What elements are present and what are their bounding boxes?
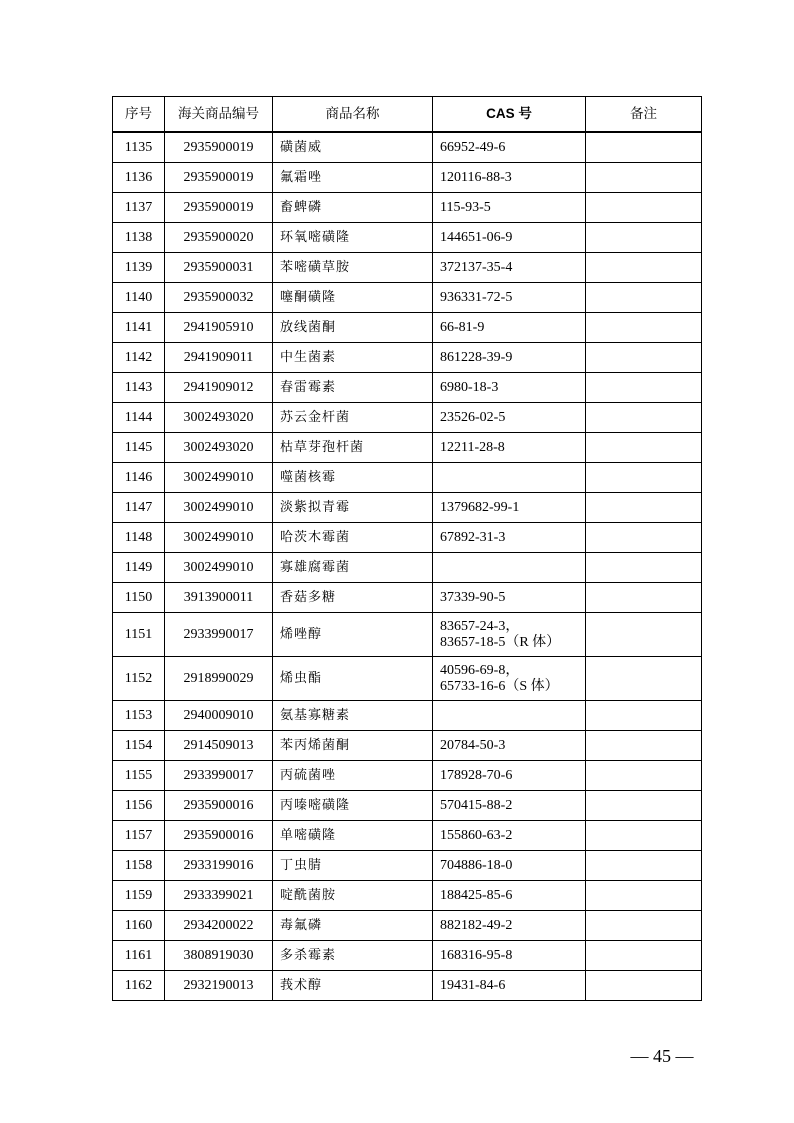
cell-serial-number: 1135 (113, 132, 165, 163)
cell-customs-code: 3808919030 (165, 941, 273, 971)
cell-customs-code: 2933399021 (165, 881, 273, 911)
cell-product-name: 苏云金杆菌 (273, 403, 433, 433)
cell-remarks (586, 941, 702, 971)
cell-remarks (586, 132, 702, 163)
cell-product-name: 单嘧磺隆 (273, 821, 433, 851)
cell-product-name: 多杀霉素 (273, 941, 433, 971)
cell-product-name: 春雷霉素 (273, 373, 433, 403)
table-row (113, 163, 702, 193)
cell-cas-number (433, 971, 586, 1001)
table-row (113, 343, 702, 373)
table-row (113, 971, 702, 1001)
cas-number-line: 704886-18-0 (440, 857, 513, 873)
cell-customs-code: 2935900019 (165, 163, 273, 193)
cell-cas-number (433, 433, 586, 463)
cas-number-line: 12211-28-8 (440, 439, 505, 455)
table-row (113, 553, 702, 583)
cell-cas-number (433, 553, 586, 583)
table-row (113, 613, 702, 657)
cas-number-line: 6980-18-3 (440, 379, 499, 395)
cas-number-line: 83657-24-3， (440, 618, 520, 634)
cell-remarks (586, 373, 702, 403)
cell-customs-code: 2935900020 (165, 223, 273, 253)
cas-number-line: 188425-85-6 (440, 887, 513, 903)
cell-cas-number (433, 373, 586, 403)
cell-product-name: 氨基寡糖素 (273, 701, 433, 731)
table-row (113, 821, 702, 851)
cell-customs-code: 2914509013 (165, 731, 273, 761)
cell-remarks (586, 493, 702, 523)
cell-remarks (586, 283, 702, 313)
cell-customs-code: 2932190013 (165, 971, 273, 1001)
header-serial-number: 序号 (113, 97, 165, 133)
cell-remarks (586, 403, 702, 433)
cell-cas-number (433, 881, 586, 911)
cell-product-name: 烯虫酯 (273, 657, 433, 701)
cas-number-line: 20784-50-3 (440, 737, 506, 753)
cell-product-name: 苯嘧磺草胺 (273, 253, 433, 283)
cell-customs-code: 2935900019 (165, 193, 273, 223)
cell-product-name: 寡雄腐霉菌 (273, 553, 433, 583)
cell-cas-number (433, 163, 586, 193)
cell-customs-code: 2933990017 (165, 613, 273, 657)
cell-cas-number (433, 343, 586, 373)
product-table (112, 96, 702, 1001)
cell-serial-number: 1156 (113, 791, 165, 821)
cell-product-name: 磺菌威 (273, 132, 433, 163)
cell-remarks (586, 193, 702, 223)
cell-customs-code: 3913900011 (165, 583, 273, 613)
cell-customs-code: 3002499010 (165, 553, 273, 583)
cell-product-name: 放线菌酮 (273, 313, 433, 343)
cell-cas-number (433, 941, 586, 971)
cell-customs-code: 3002499010 (165, 493, 273, 523)
cell-customs-code: 2935900016 (165, 821, 273, 851)
cas-number-line: 144651-06-9 (440, 229, 513, 245)
cell-remarks (586, 523, 702, 553)
table-header-row (113, 97, 702, 133)
cell-serial-number: 1153 (113, 701, 165, 731)
cell-customs-code: 3002499010 (165, 523, 273, 553)
cas-number-line: 1379682-99-1 (440, 499, 520, 515)
cas-number-line: 168316-95-8 (440, 947, 513, 963)
cell-customs-code: 3002493020 (165, 403, 273, 433)
cell-cas-number (433, 283, 586, 313)
cas-number-line: 936331-72-5 (440, 289, 513, 305)
cell-product-name: 啶酰菌胺 (273, 881, 433, 911)
cell-remarks (586, 821, 702, 851)
table-row (113, 761, 702, 791)
table-row (113, 283, 702, 313)
cell-product-name: 环氧嘧磺隆 (273, 223, 433, 253)
cas-number-line: 861228-39-9 (440, 349, 513, 365)
cas-number-line: 40596-69-8， (440, 662, 520, 678)
cas-number-line: 570415-88-2 (440, 797, 513, 813)
cell-remarks (586, 851, 702, 881)
cell-customs-code: 2941905910 (165, 313, 273, 343)
table-row (113, 731, 702, 761)
cas-number-line: 155860-63-2 (440, 827, 513, 843)
cell-customs-code: 2941909012 (165, 373, 273, 403)
table-row (113, 941, 702, 971)
cell-cas-number (433, 613, 586, 657)
table-row (113, 791, 702, 821)
table-row (113, 851, 702, 881)
table-row (113, 313, 702, 343)
cas-number-line: 372137-35-4 (440, 259, 513, 275)
cell-serial-number: 1162 (113, 971, 165, 1001)
cell-customs-code: 3002499010 (165, 463, 273, 493)
cell-cas-number (433, 463, 586, 493)
cell-product-name: 噻酮磺隆 (273, 283, 433, 313)
cell-product-name: 枯草芽孢杆菌 (273, 433, 433, 463)
cell-cas-number (433, 403, 586, 433)
cell-serial-number: 1137 (113, 193, 165, 223)
cell-serial-number: 1158 (113, 851, 165, 881)
cell-product-name: 丁虫腈 (273, 851, 433, 881)
cell-remarks (586, 223, 702, 253)
cell-cas-number (433, 701, 586, 731)
cell-serial-number: 1160 (113, 911, 165, 941)
cell-serial-number: 1157 (113, 821, 165, 851)
cell-remarks (586, 657, 702, 701)
cas-number-line: 37339-90-5 (440, 589, 506, 605)
cell-remarks (586, 433, 702, 463)
cell-serial-number: 1152 (113, 657, 165, 701)
cell-remarks (586, 791, 702, 821)
cell-product-name: 氟霜唑 (273, 163, 433, 193)
cell-remarks (586, 761, 702, 791)
cell-serial-number: 1149 (113, 553, 165, 583)
cell-remarks (586, 163, 702, 193)
table-row (113, 523, 702, 553)
cell-product-name: 莪术醇 (273, 971, 433, 1001)
cell-serial-number: 1161 (113, 941, 165, 971)
cell-remarks (586, 583, 702, 613)
cell-remarks (586, 613, 702, 657)
cas-number-line: 19431-84-6 (440, 977, 506, 993)
table-body (113, 132, 702, 1001)
cell-serial-number: 1143 (113, 373, 165, 403)
cell-serial-number: 1140 (113, 283, 165, 313)
cell-serial-number: 1139 (113, 253, 165, 283)
cell-remarks (586, 553, 702, 583)
cell-product-name: 哈茨木霉菌 (273, 523, 433, 553)
table-row (113, 433, 702, 463)
cell-remarks (586, 701, 702, 731)
cell-remarks (586, 253, 702, 283)
cell-product-name: 丙硫菌唑 (273, 761, 433, 791)
cell-product-name: 毒氟磷 (273, 911, 433, 941)
cell-cas-number (433, 583, 586, 613)
table-row (113, 253, 702, 283)
header-product-name: 商品名称 (273, 97, 433, 133)
cell-serial-number: 1150 (113, 583, 165, 613)
cell-customs-code: 2933990017 (165, 761, 273, 791)
cas-number-line: 83657-18-5（R 体） (440, 634, 561, 650)
cell-customs-code: 2935900019 (165, 132, 273, 163)
page-number: — 45 — (630, 1046, 694, 1066)
cell-remarks (586, 881, 702, 911)
cell-customs-code: 2935900016 (165, 791, 273, 821)
cell-cas-number (433, 791, 586, 821)
cell-product-name: 香菇多糖 (273, 583, 433, 613)
table-row (113, 881, 702, 911)
cell-customs-code: 3002493020 (165, 433, 273, 463)
cas-number-line: 178928-70-6 (440, 767, 513, 783)
cell-cas-number (433, 253, 586, 283)
cell-product-name: 烯唑醇 (273, 613, 433, 657)
cas-number-line: 66-81-9 (440, 319, 485, 335)
header-cas-number: CAS 号 (433, 97, 586, 133)
header-customs-code: 海关商品编号 (165, 97, 273, 133)
cell-remarks (586, 971, 702, 1001)
table-row (113, 493, 702, 523)
cell-serial-number: 1148 (113, 523, 165, 553)
cell-customs-code: 2935900032 (165, 283, 273, 313)
cell-cas-number (433, 313, 586, 343)
cell-customs-code: 2933199016 (165, 851, 273, 881)
cell-remarks (586, 313, 702, 343)
cell-serial-number: 1142 (113, 343, 165, 373)
cell-remarks (586, 463, 702, 493)
cell-remarks (586, 911, 702, 941)
cell-cas-number (433, 193, 586, 223)
cell-serial-number: 1151 (113, 613, 165, 657)
cell-customs-code: 2934200022 (165, 911, 273, 941)
cell-product-name: 淡紫拟青霉 (273, 493, 433, 523)
cell-serial-number: 1154 (113, 731, 165, 761)
cell-cas-number (433, 851, 586, 881)
cas-number-line: 66952-49-6 (440, 139, 506, 155)
cell-cas-number (433, 132, 586, 163)
cell-product-name: 畜蜱磷 (273, 193, 433, 223)
cell-product-name: 噬菌核霉 (273, 463, 433, 493)
table-row (113, 911, 702, 941)
table-row (113, 657, 702, 701)
cas-number-line: 23526-02-5 (440, 409, 506, 425)
cell-remarks (586, 731, 702, 761)
cell-serial-number: 1146 (113, 463, 165, 493)
cell-customs-code: 2941909011 (165, 343, 273, 373)
header-remarks: 备注 (586, 97, 702, 133)
cell-cas-number (433, 911, 586, 941)
cell-cas-number (433, 821, 586, 851)
cell-cas-number (433, 761, 586, 791)
cell-cas-number (433, 523, 586, 553)
cell-cas-number (433, 657, 586, 701)
cas-number-line: 65733-16-6（S 体） (440, 678, 559, 694)
cell-serial-number: 1144 (113, 403, 165, 433)
cell-cas-number (433, 223, 586, 253)
cell-customs-code: 2918990029 (165, 657, 273, 701)
cell-serial-number: 1145 (113, 433, 165, 463)
table-row (113, 463, 702, 493)
cell-product-name: 苯丙烯菌酮 (273, 731, 433, 761)
cell-serial-number: 1141 (113, 313, 165, 343)
cas-number-line: 115-93-5 (440, 199, 491, 215)
cell-serial-number: 1147 (113, 493, 165, 523)
cas-number-line: 67892-31-3 (440, 529, 506, 545)
cell-product-name: 丙嗪嘧磺隆 (273, 791, 433, 821)
table-row (113, 403, 702, 433)
table-row (113, 193, 702, 223)
cas-number-line: 882182-49-2 (440, 917, 513, 933)
cell-serial-number: 1155 (113, 761, 165, 791)
cell-remarks (586, 343, 702, 373)
cell-serial-number: 1159 (113, 881, 165, 911)
cell-customs-code: 2935900031 (165, 253, 273, 283)
table-row (113, 132, 702, 163)
table-row (113, 373, 702, 403)
cell-serial-number: 1138 (113, 223, 165, 253)
cell-serial-number: 1136 (113, 163, 165, 193)
cell-product-name: 中生菌素 (273, 343, 433, 373)
table-row (113, 701, 702, 731)
cell-customs-code: 2940009010 (165, 701, 273, 731)
table-row (113, 583, 702, 613)
cell-cas-number (433, 493, 586, 523)
cell-cas-number (433, 731, 586, 761)
table-row (113, 223, 702, 253)
cas-number-line: 120116-88-3 (440, 169, 512, 185)
